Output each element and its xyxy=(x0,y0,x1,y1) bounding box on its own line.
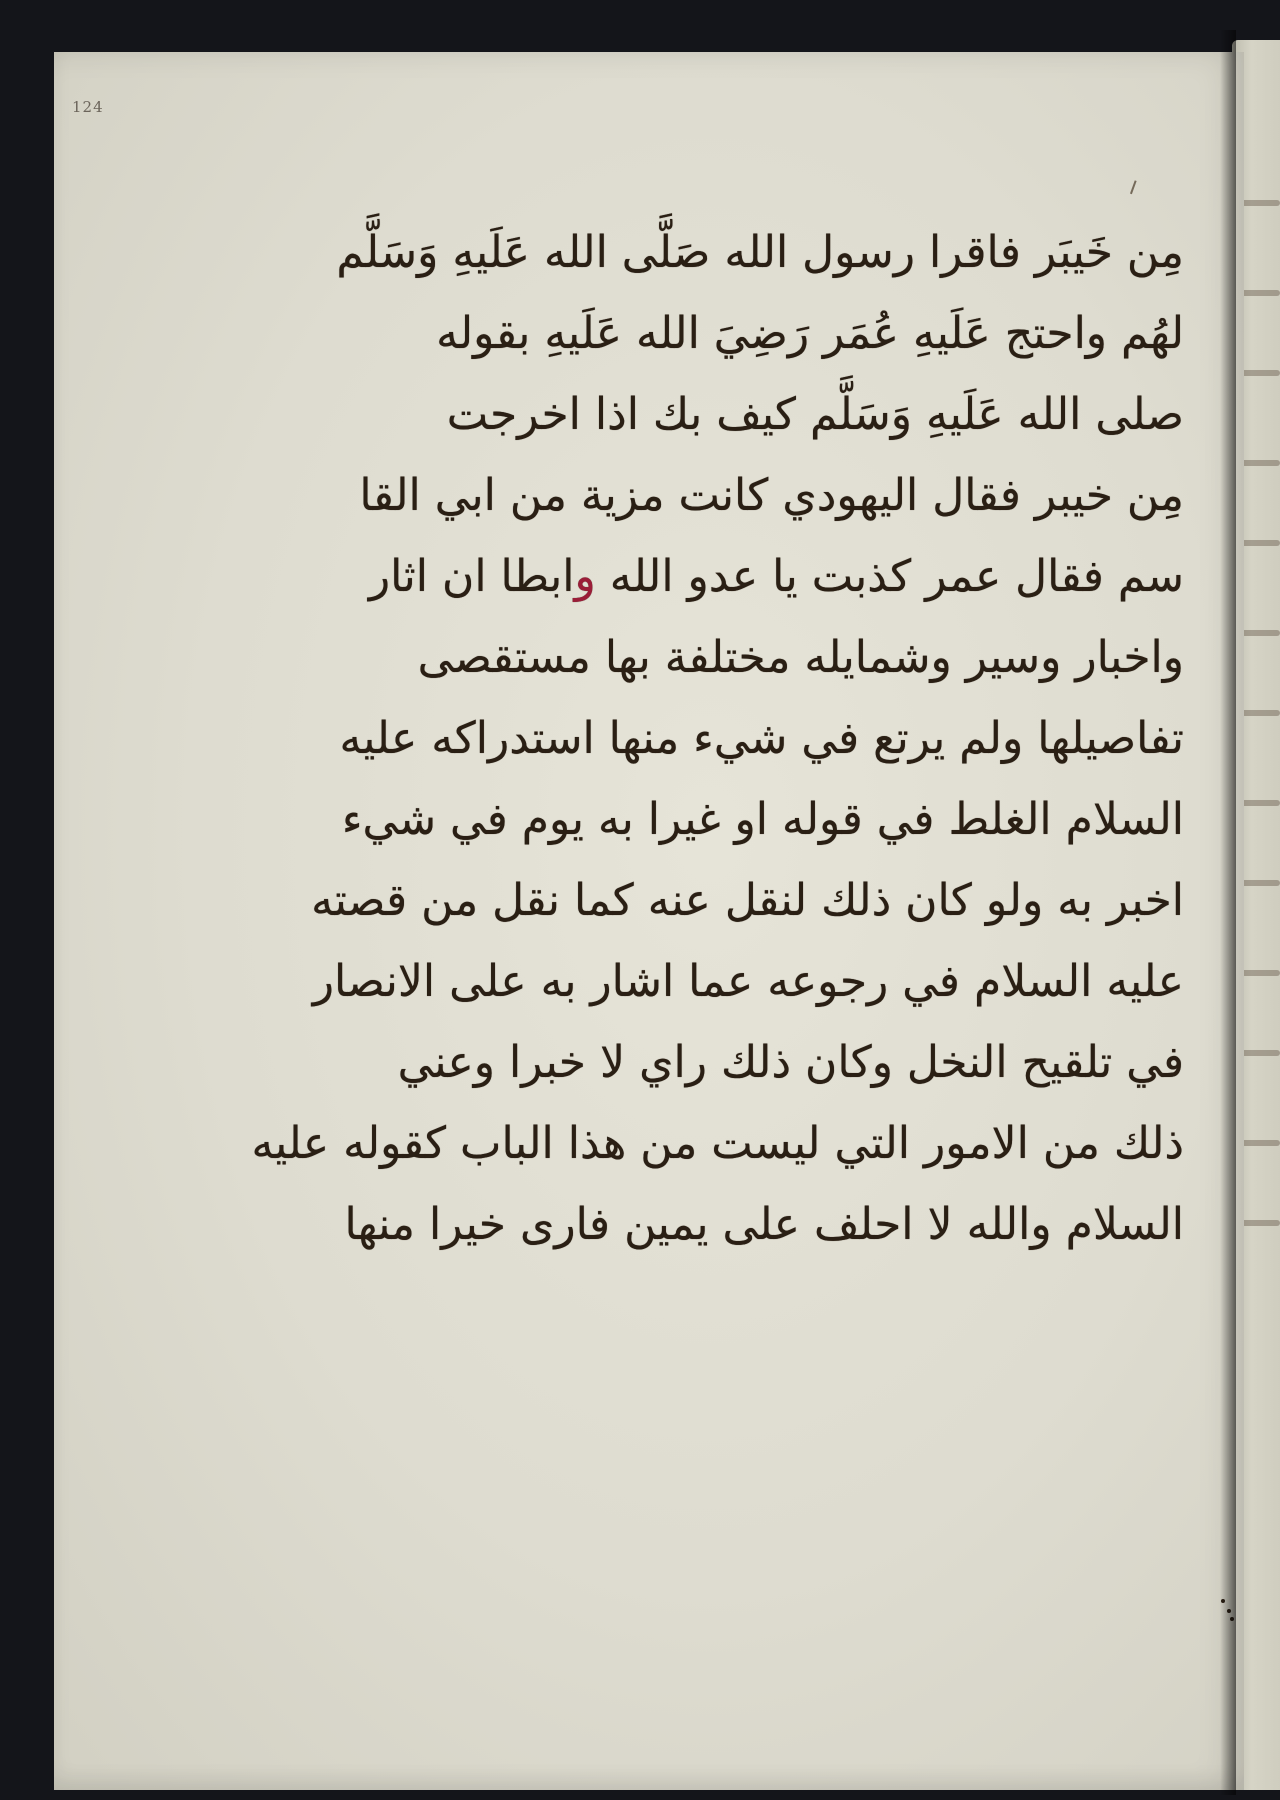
text-line: عليه السلام في رجوعه عما اشار به على الانصار xyxy=(312,956,1184,1007)
margin-tick xyxy=(1130,180,1146,197)
text-line: السلام الغلط في قوله او غيرا به يوم في شيء xyxy=(341,794,1184,845)
text-line-segment: سم فقال عمر كذبت يا عدو الله xyxy=(595,551,1184,602)
folio-number: 124 xyxy=(72,98,104,116)
text-line: مِن خَيبَر فاقرا رسول الله صَلَّى الله عَلَيهِ وَسَلَّم xyxy=(336,227,1184,278)
manuscript-page xyxy=(54,52,1244,1790)
text-line: واخبار وسير وشمايله مختلفة بها مستقصى xyxy=(417,632,1184,683)
text-line: اخبر به ولو كان ذلك لنقل عنه كما نقل من قصته xyxy=(311,875,1184,926)
text-line-with-rubric xyxy=(364,536,1184,617)
text-block xyxy=(251,212,1184,1265)
text-line: مِن خيبر فقال اليهودي كانت مزية من ابي القا xyxy=(359,470,1184,521)
text-line: تفاصيلها ولم يرتع في شيء منها استدراكه عليه xyxy=(339,713,1184,764)
rubric-letter: و xyxy=(574,551,596,602)
text-line: ذلك من الامور التي ليست من هذا الباب كقوله عليه xyxy=(251,1118,1184,1169)
text-line: السلام والله لا احلف على يمين فارى خيرا منها xyxy=(344,1199,1184,1250)
gutter-shadow xyxy=(1220,30,1236,1795)
text-line: صلى الله عَلَيهِ وَسَلَّم كيف بك اذا اخرجت xyxy=(446,389,1184,440)
text-line: لهُم واحتج عَلَيهِ عُمَر رَضِيَ الله عَلَيهِ بقوله xyxy=(436,308,1184,359)
text-line: في تلقيح النخل وكان ذلك راي لا خبرا وعني xyxy=(397,1037,1184,1088)
text-line-segment: ابطا ان اثار xyxy=(368,551,575,602)
